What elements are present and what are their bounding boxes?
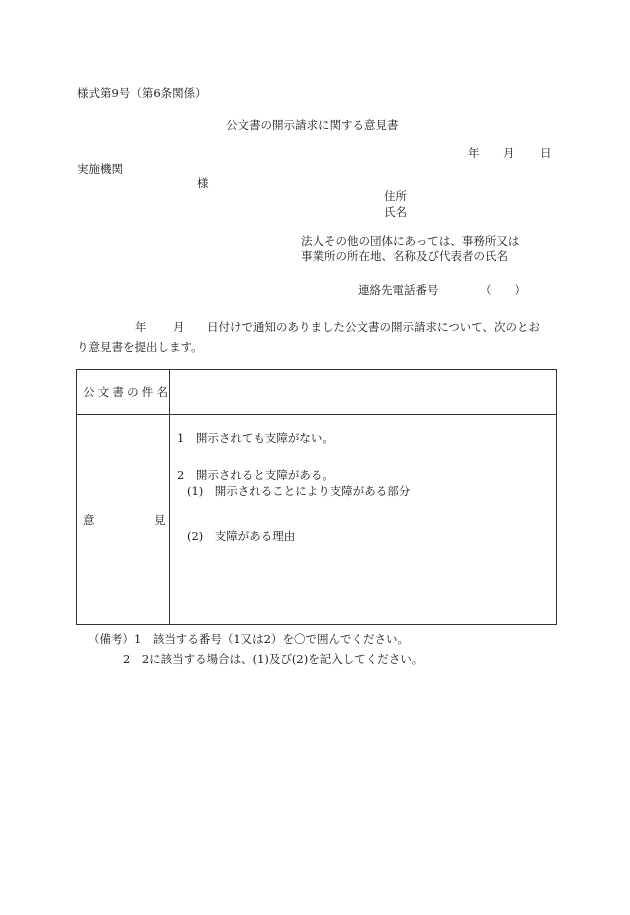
body-text-line2: り意見書を提出します。 [77, 340, 203, 354]
corporate-note-line1: 法人その他の団体にあっては、事務所又は [301, 234, 520, 248]
addressee-honorific: 様 [197, 176, 209, 190]
opinion-option-2: 2 開示されると支障がある。 [177, 468, 334, 482]
table-row-divider [76, 414, 557, 415]
opinion-option-2-sub-1: (1) 開示されることにより支障がある部分 [187, 484, 411, 498]
page-title: 公文書の開示請求に関する意見書 [226, 118, 399, 132]
note-2: 2 2に該当する場合は、(1)及び(2)を記入してください。 [123, 652, 424, 666]
table-label-opinion-2: 見 [154, 513, 166, 527]
opinion-option-2-sub-2: (2) 支障がある理由 [187, 529, 296, 543]
body-text-line1: 日付けで通知のありました公文書の開示請求について、次のとお [207, 320, 541, 334]
table-label-subject: 公文書の件名 [83, 385, 172, 399]
phone-paren: （ ） [480, 283, 526, 297]
table-column-divider [169, 369, 170, 625]
addressee-agency: 実施機関 [77, 162, 123, 176]
name-label: 氏名 [384, 205, 407, 219]
form-number: 様式第9号（第6条関係） [77, 86, 207, 100]
phone-label: 連絡先電話番号 [358, 283, 439, 297]
body-month-label: 月 [173, 320, 185, 334]
date-year-label: 年 [468, 146, 480, 160]
corporate-note-line2: 事業所の所在地、名称及び代表者の氏名 [301, 249, 508, 263]
table-label-opinion-1: 意 [83, 513, 95, 527]
date-month-label: 月 [503, 146, 515, 160]
date-day-label: 日 [540, 146, 552, 160]
note-1: （備考）1 該当する番号（1又は2）を〇で囲んでください。 [88, 632, 409, 646]
opinion-option-1: 1 開示されても支障がない。 [177, 431, 334, 445]
address-label: 住所 [384, 189, 407, 203]
body-year-label: 年 [135, 320, 147, 334]
